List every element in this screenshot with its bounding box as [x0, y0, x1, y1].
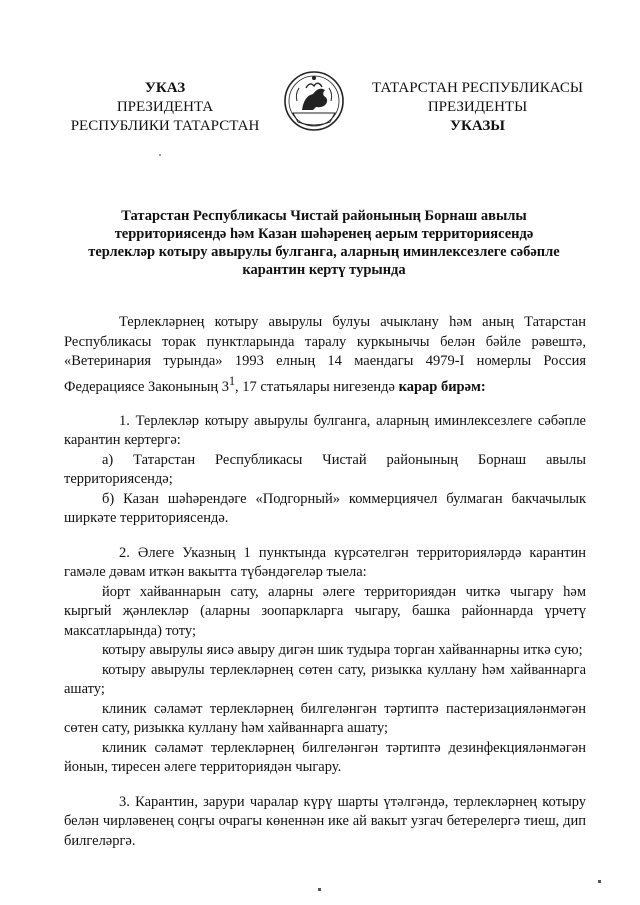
scan-mark-left: [318, 888, 321, 891]
scan-mark-right: [598, 880, 601, 883]
header-right-line3: УКАЗЫ: [450, 118, 505, 134]
item2-line3: котыру авырулы терлекләрнең сөтен сату, ризыкка куллану һәм хайваннарга ашату;: [64, 661, 586, 698]
header-right: [350, 79, 605, 136]
header-left-line2: ПРЕЗИДЕНТА: [116, 99, 214, 115]
header-left-line1: УКАЗ: [144, 80, 186, 96]
item2-line1: йорт хайваннарын сату, аларны әлеге территориядән читкә чыгару һәм кыргый җәнлекләр (аларны зоопаркларга чыгару, башка районнарда үрчетү максатларында) тоту;: [64, 583, 586, 639]
preamble-bold: карар бирәм:: [398, 378, 486, 395]
preamble-tail: , 17 статьялары нигезендә: [235, 378, 399, 395]
decree-title: [62, 207, 586, 279]
coat-of-arms-icon: [283, 66, 345, 136]
header-right-line2: ПРЕЗИДЕНТЫ: [427, 99, 528, 115]
decree-body: [64, 313, 586, 851]
item2-line4: клиник сәламәт терлекләрнең билгеләнгән тәртиптә пастеризацияләнмәгән сөтен сату, ризыкка куллану һәм хайваннарга ашату;: [64, 700, 586, 737]
item2-line2: котыру авырулы яисә авыру дигән шик тудыра торган хайваннарны иткә сую;: [102, 642, 583, 659]
item1-a: а) Татарстан Республикасы Чистай районының Борнаш авылы территориясендә;: [64, 451, 586, 488]
item2-line5: клиник сәламәт терлекләрнең билгеләнгән тәртиптә дезинфекцияләнмәгән йонын, тиресен әлеге территориядән чыгару.: [64, 739, 586, 776]
preamble-text: Терлекләрнең котыру авырулы булуы ачыклану һәм аның Татарстан Республикасы торак пунктларында таралу куркынычы белән бәйле рәвештә, «Ветеринария турында» 1993 елның 14 маендагы 4979-I номерлы Россия Федерациясе Законының 3: [64, 314, 586, 395]
header-left-line3: РЕСПУБЛИКИ ТАТАРСТАН: [70, 118, 260, 134]
title-line3: терлекләр котыру авырулы булганга, аларның иминлексезлеге сәбәпле: [88, 244, 560, 260]
title-line1: Татарстан Республикасы Чистай районының Борнаш авылы: [121, 208, 527, 224]
title-line4: карантин кертү турында: [242, 262, 406, 278]
stray-dot: [159, 154, 161, 156]
item1-b: б) Казан шәһәрендәге «Подгорный» коммерциячел булмаган бакчачылык ширкәте территориясендә.: [64, 490, 586, 527]
header-right-line1: ТАТАРСТАН РЕСПУБЛИКАСЫ: [372, 80, 583, 96]
item1-paragraph: 1. Терлекләр котыру авырулы булганга, аларның иминлексезлеге сәбәпле карантин кертергә:: [64, 412, 586, 449]
item3-paragraph: 3. Карантин, зарури чаралар күрү шарты үтәлгәндә, терлекләрнең котыру белән чирләвенең соңгы очрагы көненнән ике ай вакыт узгач бетерелергә тиеш, дип билгеләргә.: [64, 793, 586, 849]
item2-paragraph: 2. Әлеге Указның 1 пунктында күрсәтелгән территорияләрдә карантин гамәле дәвам иткән вакытта түбәндәгеләр тыела:: [64, 544, 586, 581]
preamble-paragraph: [64, 313, 586, 397]
title-line2: территориясендә һәм Казан шәһәренең аерым территориясендә: [114, 226, 534, 242]
preamble-sup: 1: [228, 373, 236, 388]
header-left: [60, 79, 270, 136]
